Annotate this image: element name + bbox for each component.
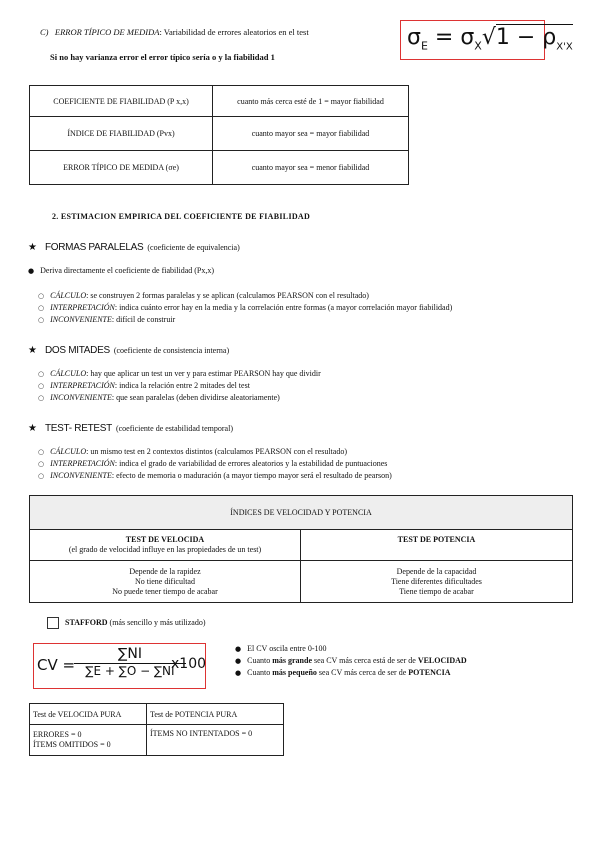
table-cell: COEFICIENTE DE FIABILIDAD (P x,x)	[30, 86, 213, 117]
cv-formula: CV = ∑NI ∑E + ∑O − ∑NI x100	[33, 643, 206, 689]
circle-bullet-icon: ○	[38, 304, 45, 312]
variance-note: Si no hay varianza error el error típico sería o y la fiabilidad 1	[50, 52, 275, 62]
list-item: ○ INTERPRETACIÓN: indica cuánto error hay en la media y la correlación entre formas (a mayor correlación mayor fiabilidad)	[38, 303, 453, 312]
list-item: ○ CÁLCULO: un mismo test en 2 contextos distintos (calculamos PEARSON con el resultado)	[38, 447, 347, 456]
circle-bullet-icon: ○	[38, 472, 45, 480]
table-cell: TEST DE VELOCIDA (el grado de velocidad influye en las propiedades de un test)	[30, 530, 301, 561]
pure-test-table	[29, 703, 284, 756]
reliability-table	[29, 85, 409, 185]
table-cell: Test de VELOCIDA PURA	[30, 704, 147, 725]
retest-list	[38, 446, 392, 482]
velocity-power-table	[29, 495, 573, 603]
formas-bullet: ● Deriva directamente el coeficiente de fiabilidad (Px,x)	[28, 266, 215, 275]
error-formula: $\sigma_E = \sigma_X√1 - \rho_{X'X}$	[400, 20, 545, 60]
star-icon: ★	[28, 242, 37, 253]
list-item: ○ INTERPRETACIÓN: indica la relación entre 2 mitades del test	[38, 381, 250, 390]
bullet-icon: ●	[235, 645, 242, 653]
table-cell: cuanto más cerca esté de 1 = mayor fiabilidad	[213, 86, 409, 117]
checkbox-icon[interactable]	[47, 617, 59, 629]
term-error-tipico: ERROR TÍPICO DE MEDIDA	[54, 27, 160, 37]
table-cell: cuanto mayor sea = menor fiabilidad	[213, 151, 409, 185]
circle-bullet-icon: ○	[38, 370, 45, 378]
list-item: ○ INTERPRETACIÓN: indica el grado de variabilidad de errores aleatorios y la estabilidad de puntuaciones	[38, 459, 388, 468]
table-cell: cuanto mayor sea = mayor fiabilidad	[213, 117, 409, 151]
mitades-heading: ★ DOS MITADES (coeficiente de consistencia interna)	[28, 345, 230, 356]
bullet-icon: ●	[235, 669, 242, 677]
stafford-line: STAFFORD (más sencillo y más utilizado)	[47, 617, 206, 629]
circle-bullet-icon: ○	[38, 382, 45, 390]
circle-bullet-icon: ○	[38, 316, 45, 324]
formas-list	[38, 290, 452, 326]
table-cell: Test de POTENCIA PURA	[147, 704, 284, 725]
list-item: ● Cuanto más grande sea CV más cerca está de ser de VELOCIDAD	[235, 656, 467, 665]
table-header: ÍNDICES DE VELOCIDAD Y POTENCIA	[30, 496, 573, 530]
list-item: ○ CÁLCULO: se construyen 2 formas paralelas y se aplican (calculamos PEARSON con el resultado)	[38, 291, 369, 300]
formas-heading: ★ FORMAS PARALELAS (coeficiente de equivalencia)	[28, 242, 240, 253]
circle-bullet-icon: ○	[38, 448, 45, 456]
retest-heading: ★ TEST- RETEST (coeficiente de estabilidad temporal)	[28, 423, 233, 434]
star-icon: ★	[28, 345, 37, 356]
list-item: ○ CÁLCULO: hay que aplicar un test un ver y para estimar PEARSON hay que dividir	[38, 369, 321, 378]
bullet-icon: ●	[28, 267, 35, 275]
star-icon: ★	[28, 423, 37, 434]
circle-bullet-icon: ○	[38, 460, 45, 468]
table-cell: ÍTEMS NO INTENTADOS = 0	[147, 725, 284, 756]
list-item: ● Cuanto más pequeño sea CV más cerca de ser de POTENCIA	[235, 668, 451, 677]
cv-bullets	[235, 643, 467, 679]
circle-bullet-icon: ○	[38, 292, 45, 300]
table-cell: ÍNDICE DE FIABILIDAD (Pvx)	[30, 117, 213, 151]
bullet-icon: ●	[235, 657, 242, 665]
list-item: ○ INCONVENIENTE: difícil de construir	[38, 315, 176, 324]
list-item: ○ INCONVENIENTE: que sean paralelas (deben dividirse aleatoriamente)	[38, 393, 280, 402]
mitades-list	[38, 368, 321, 404]
table-cell: Depende de la capacidad Tiene diferentes dificultades Tiene tiempo de acabar	[301, 561, 573, 603]
list-item: ○ INCONVENIENTE: efecto de memoria o maduración (a mayor tiempo mayor será el resultado de pearson)	[38, 471, 392, 480]
table-cell: ERROR TÍPICO DE MEDIDA (σe)	[30, 151, 213, 185]
list-item: ● El CV oscila entre 0-100	[235, 644, 327, 653]
section-2-title: 2. ESTIMACION EMPIRICA DEL COEFICIENTE DE FIABILIDAD	[52, 212, 311, 221]
table-cell: ERRORES = 0 ÍTEMS OMITIDOS = 0	[30, 725, 147, 756]
table-cell: TEST DE POTENCIA	[301, 530, 573, 561]
circle-bullet-icon: ○	[38, 394, 45, 402]
table-cell: Depende de la rapidez No tiene dificultad No puede tener tiempo de acabar	[30, 561, 301, 603]
section-c-heading: C) ERROR TÍPICO DE MEDIDA: Variabilidad de errores aleatorios en el test	[40, 27, 309, 37]
